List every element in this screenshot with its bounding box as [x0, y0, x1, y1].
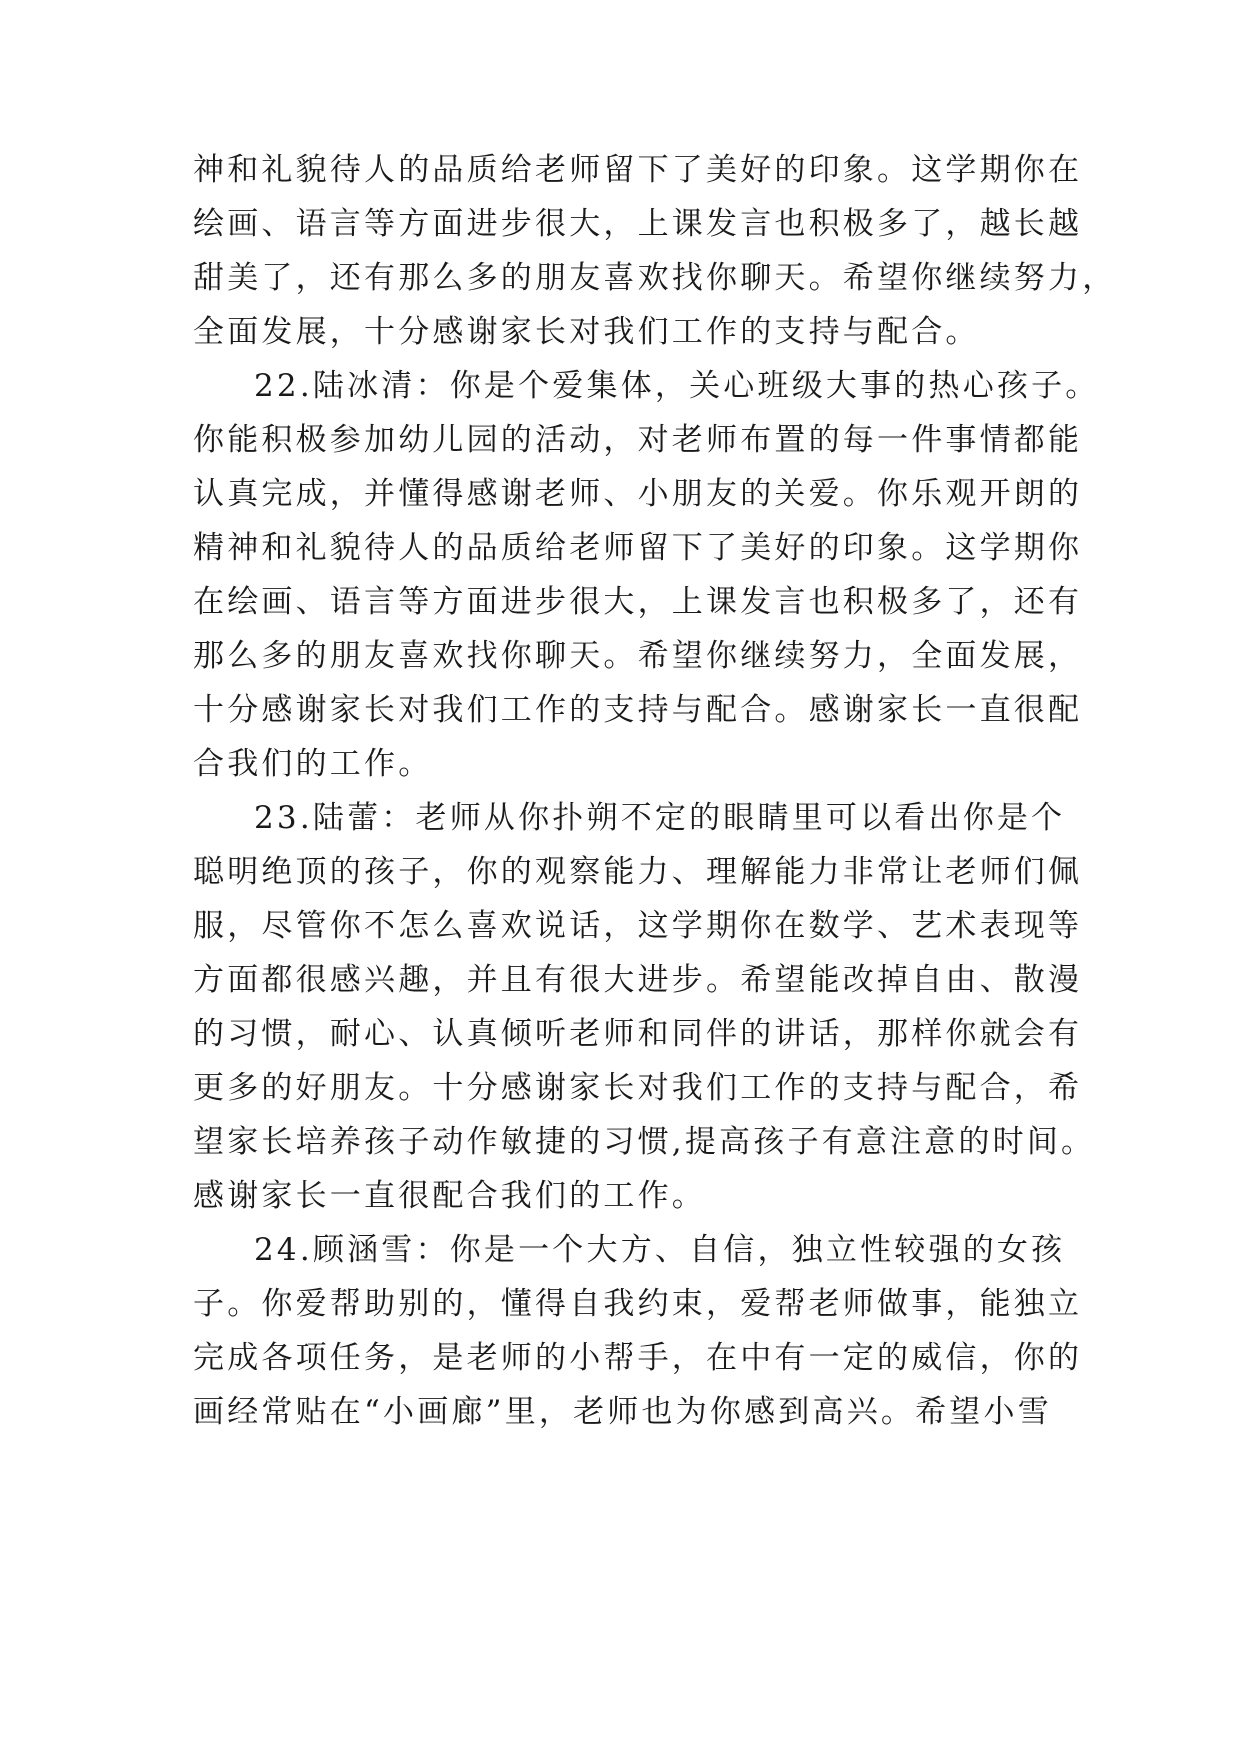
text-line: 那么多的朋友喜欢找你聊天。希望你继续努力，全面发展， [193, 638, 1083, 674]
text-line: 在绘画、语言等方面进步很大，上课发言也积极多了，还有 [193, 584, 1083, 620]
text-line: 甜美了，还有那么多的朋友喜欢找你聊天。希望你继续努力， [193, 260, 1117, 296]
text-line: 十分感谢家长对我们工作的支持与配合。感谢家长一直很配 [193, 692, 1083, 728]
text-line: 认真完成，并懂得感谢老师、小朋友的关爱。你乐观开朗的 [193, 476, 1083, 512]
text-line: 合我们的工作。 [193, 746, 433, 782]
text-line: 画经常贴在“小画廊”里，老师也为你感到高兴。希望小雪 [193, 1394, 1052, 1430]
text-line: 子。你爱帮助别的，懂得自我约束，爱帮老师做事，能独立 [193, 1286, 1083, 1322]
paragraph-start: 23.陆蕾：老师从你扑朔不定的眼睛里可以看出你是个 [254, 800, 1066, 836]
paragraph-start: 22.陆冰清：你是个爱集体，关心班级大事的热心孩子。 [254, 368, 1100, 404]
paragraph-start: 24.顾涵雪：你是一个大方、自信，独立性较强的女孩 [254, 1232, 1066, 1268]
text-line: 绘画、语言等方面进步很大，上课发言也积极多了，越长越 [193, 206, 1083, 242]
text-line: 感谢家长一直很配合我们的工作。 [193, 1178, 706, 1214]
text-line: 服，尽管你不怎么喜欢说话，这学期你在数学、艺术表现等 [193, 908, 1083, 944]
text-line: 精神和礼貌待人的品质给老师留下了美好的印象。这学期你 [193, 530, 1083, 566]
text-line: 望家长培养孩子动作敏捷的习惯,提高孩子有意注意的时间。 [193, 1124, 1096, 1160]
text-line: 神和礼貌待人的品质给老师留下了美好的印象。这学期你在 [193, 152, 1083, 188]
text-line: 更多的好朋友。十分感谢家长对我们工作的支持与配合，希 [193, 1070, 1083, 1106]
text-line: 全面发展，十分感谢家长对我们工作的支持与配合。 [193, 314, 980, 350]
text-line: 聪明绝顶的孩子，你的观察能力、理解能力非常让老师们佩 [193, 854, 1083, 890]
text-line: 的习惯，耐心、认真倾听老师和同伴的讲话，那样你就会有 [193, 1016, 1083, 1052]
text-line: 完成各项任务，是老师的小帮手，在中有一定的威信，你的 [193, 1340, 1083, 1376]
text-line: 方面都很感兴趣，并且有很大进步。希望能改掉自由、散漫 [193, 962, 1083, 998]
text-line: 你能积极参加幼儿园的活动，对老师布置的每一件事情都能 [193, 422, 1083, 458]
